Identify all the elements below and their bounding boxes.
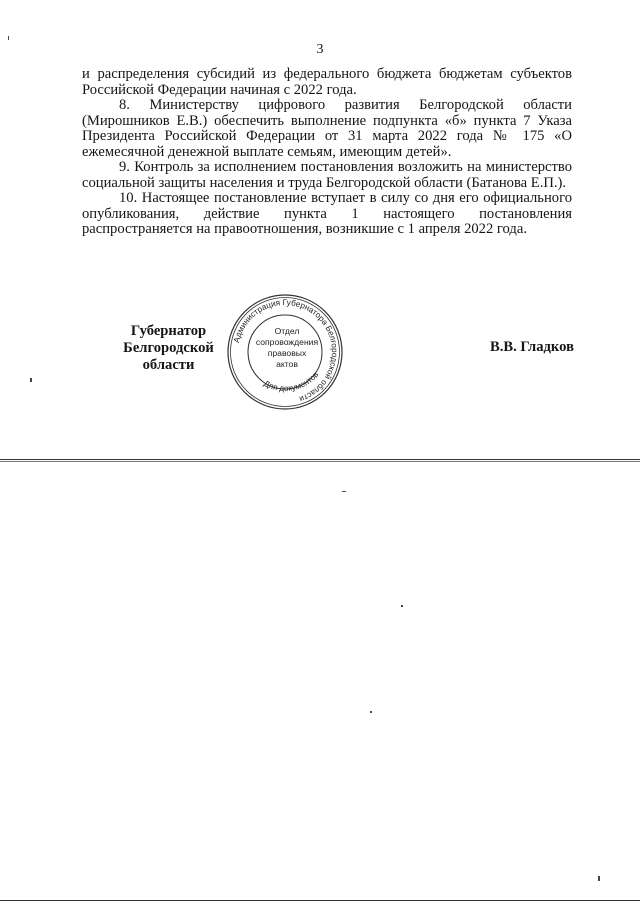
signatory-name: В.В. Гладков xyxy=(490,339,574,355)
page-number: 3 xyxy=(316,42,324,57)
signatory-title xyxy=(96,323,241,374)
scan-fold-line xyxy=(0,459,640,460)
scan-speck xyxy=(401,605,403,607)
stamp-ring-text: Администрация Губернатора Белгородской области xyxy=(231,297,340,404)
paragraph-item-8: 8. Министерству цифрового развития Белгородской области (Мирошников Е.В.) обеспечить выполнение подпункта «б» пункта 7 Указа Президента Российской Федерации от 31 марта 2022 года № 175 «О ежемесячной денежной выплате семьям, имеющим детей». xyxy=(82,97,572,160)
scan-speck xyxy=(598,876,600,881)
stamp-center-line2: сопровождения xyxy=(255,337,319,347)
paragraph-continuation: и распределения субсидий из федерального бюджета бюджетам субъектов Российской Федерации начиная с 2022 года. xyxy=(82,66,572,98)
stamp-ring-bottom-text: Для документов xyxy=(262,370,321,394)
scan-speck xyxy=(342,491,346,492)
scan-speck xyxy=(30,378,32,382)
stamp-center-line1: Отдел xyxy=(274,326,300,336)
signatory-title-line2: Белгородской области xyxy=(123,340,214,373)
signatory-title-line1: Губернатор xyxy=(130,323,207,339)
document-body xyxy=(82,67,572,238)
paragraph-item-10: 10. Настоящее постановление вступает в силу со дня его официального опубликования, действие пункта 1 настоящего постановления распространяется на правоотношения, возникшие с 1 апреля 2022 года. xyxy=(82,190,572,237)
paragraph-item-9: 9. Контроль за исполнением постановления возложить на министерство социальной защиты населения и труда Белгородской области (Батанова Е.П.). xyxy=(82,159,572,191)
stamp-center-line4: актов xyxy=(276,359,298,369)
stamp-center-line3: правовых xyxy=(267,348,307,358)
scan-speck xyxy=(370,711,372,713)
scan-speck xyxy=(8,36,9,40)
scan-fold-line-shadow xyxy=(0,461,640,462)
stamp-center-text xyxy=(252,326,322,370)
scan-bottom-edge xyxy=(0,900,640,901)
